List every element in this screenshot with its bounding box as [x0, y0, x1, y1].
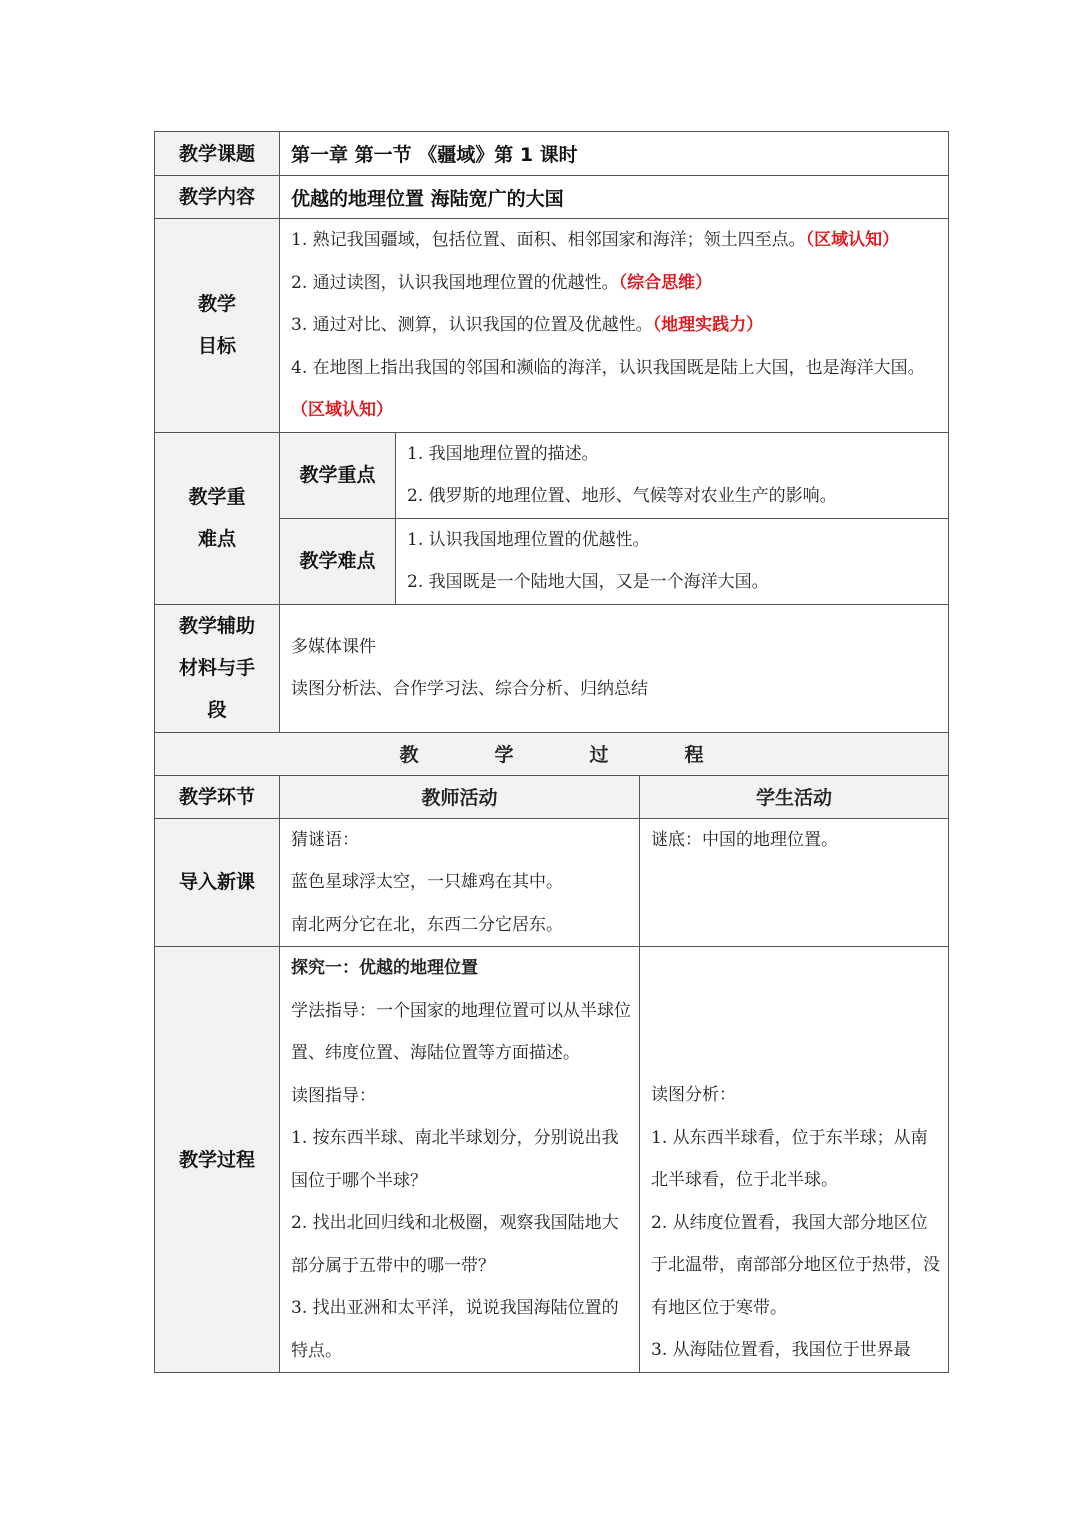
row-process-columns — [155, 775, 949, 818]
difficulty-label: 教学难点 — [280, 518, 396, 604]
goals-label-line-1: 教学 — [197, 293, 236, 316]
goal-item: 4. 在地图上指出我国的邻国和濒临的海洋，认识我国既是陆上大国，也是海洋大国。（区域认知） — [291, 357, 925, 420]
process-student — [640, 947, 949, 1373]
process-title-char: 程 — [684, 744, 704, 766]
process-student-line: 读图分析： — [651, 1085, 736, 1105]
difficulty-item: 1. 认识我国地理位置的优越性。 — [407, 529, 650, 550]
aids-label-line-2: 材料与手 — [178, 657, 255, 679]
intro-teacher-line: 猜谜语： — [291, 829, 359, 850]
row-goals — [155, 219, 949, 433]
process-title-char: 学 — [494, 744, 514, 766]
aids-list — [280, 604, 949, 732]
row-aids — [155, 604, 949, 732]
intro-label: 导入新课 — [155, 818, 280, 947]
goal-item: 3. 通过对比、测算，认识我国的位置及优越性。（地理实践力） — [291, 315, 764, 335]
process-student-line: 2. 从纬度位置看，我国大部分地区位于北温带，南部部分地区位于热带，没有地区位于寒带。 — [651, 1212, 940, 1318]
process-title — [155, 732, 949, 775]
process-teacher — [280, 947, 640, 1373]
focus-item: 1. 我国地理位置的描述。 — [407, 443, 599, 464]
topic-value: 第一章 第一节 《疆域》第 1 课时 — [280, 132, 949, 176]
process-student-line: 1. 从东西半球看，位于东半球；从南北半球看，位于北半球。 — [651, 1127, 928, 1190]
aids-label-line-1: 教学辅助 — [178, 615, 255, 637]
col-student: 学生活动 — [640, 775, 949, 818]
intro-teacher-line: 蓝色星球浮太空，一只雄鸡在其中。 — [291, 872, 563, 892]
difficulty-list — [396, 518, 949, 604]
goal-item: 2. 通过读图，认识我国地理位置的优越性。（综合思维） — [291, 272, 713, 293]
row-topic — [155, 132, 949, 176]
col-teacher: 教师活动 — [280, 775, 640, 818]
content-label: 教学内容 — [155, 176, 280, 219]
row-process — [155, 947, 949, 1373]
process-student-line: 3. 从海陆位置看，我国位于世界最 — [651, 1340, 911, 1360]
row-intro — [155, 818, 949, 947]
intro-student-line: 谜底：中国的地理位置。 — [651, 829, 838, 850]
process-teacher-heading: 探究一：优越的地理位置 — [291, 958, 478, 978]
row-content — [155, 176, 949, 219]
content-value: 优越的地理位置 海陆宽广的大国 — [280, 176, 949, 219]
aids-item: 读图分析法、合作学习法、综合分析、归纳总结 — [291, 679, 648, 699]
process-label: 教学过程 — [155, 947, 280, 1373]
intro-student — [640, 818, 949, 947]
row-process-title — [155, 732, 949, 775]
goals-label — [155, 219, 280, 433]
aids-item: 多媒体课件 — [291, 636, 376, 657]
focus-list — [396, 432, 949, 518]
lesson-plan-table — [154, 131, 949, 1373]
intro-teacher-line: 南北两分它在北，东西二分它居东。 — [291, 914, 563, 935]
aids-label-line-3: 段 — [207, 699, 227, 721]
aids-label — [155, 604, 280, 732]
key-label-line-1: 教学重 — [188, 486, 246, 508]
difficulty-item: 2. 我国既是一个陆地大国，又是一个海洋大国。 — [407, 572, 769, 592]
intro-teacher — [280, 818, 640, 947]
focus-label: 教学重点 — [280, 432, 396, 518]
col-stage: 教学环节 — [155, 775, 280, 818]
process-teacher-line: 1. 按东西半球、南北半球划分，分别说出我国位于哪个半球？ — [291, 1128, 619, 1191]
topic-label: 教学课题 — [155, 132, 280, 176]
process-teacher-line: 2. 找出北回归线和北极圈，观察我国陆地大部分属于五带中的哪一带？ — [291, 1213, 619, 1276]
row-focus — [155, 432, 949, 518]
key-label-line-2: 难点 — [197, 528, 236, 550]
process-teacher-line: 3. 找出亚洲和太平洋，说说我国海陆位置的特点。 — [291, 1298, 619, 1361]
process-teacher-line: 学法指导：一个国家的地理位置可以从半球位置、纬度位置、海陆位置等方面描述。 — [291, 1000, 631, 1063]
process-title-char: 过 — [589, 744, 609, 766]
process-teacher-line: 读图指导： — [291, 1085, 376, 1106]
goals-label-line-2: 目标 — [197, 335, 236, 358]
goals-list — [280, 219, 949, 433]
process-title-char: 教 — [399, 744, 419, 766]
key-difficulty-label — [155, 432, 280, 604]
goal-item: 1. 熟记我国疆域，包括位置、面积、相邻国家和海洋；领土四至点。（区域认知） — [291, 230, 900, 250]
focus-item: 2. 俄罗斯的地理位置、地形、气候等对农业生产的影响。 — [407, 486, 837, 506]
